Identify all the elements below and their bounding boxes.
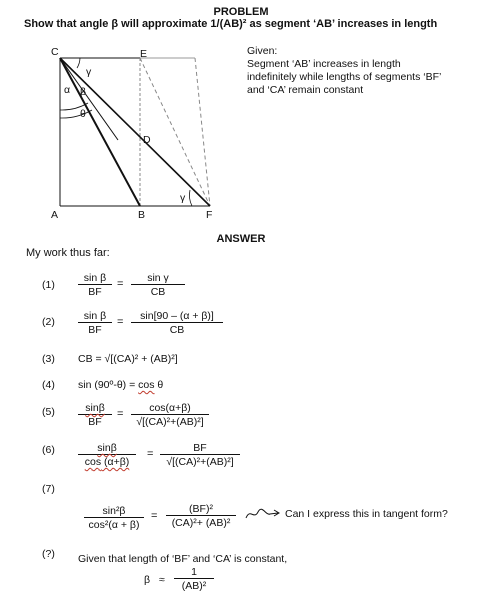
point-c-label: C (51, 46, 59, 58)
step-5-right-fraction: $\frac{\cos(\alpha+\beta)}{\text{√[(CA)²+(AB)²]}}$ (131, 402, 209, 428)
step-1-equals: = (117, 278, 124, 290)
step-7-question: Can I express this in tangent form? (285, 508, 448, 520)
answer-intro: My work thus far: (26, 247, 110, 259)
answer-heading: ANSWER (216, 233, 266, 245)
problem-statement: Show that angle β will approximate 1/(AB)² as segment ‘AB’ increases in length (24, 18, 438, 30)
step-6-equals: = (147, 448, 154, 460)
step-6-left-fraction: $\frac{\sin\beta}{\cos (\alpha+\beta)}$ (78, 442, 136, 468)
step-5-equals: = (117, 408, 124, 420)
step-7-label: (7) (42, 483, 55, 495)
step-2-right-fraction: $\frac{\sin[90 - (\alpha + \beta)]}{CB}$ (131, 310, 223, 336)
step-1-right-fraction: $\frac{\text{sin γ}}{CB}$ (131, 272, 185, 298)
point-d-label: D (143, 134, 151, 146)
step-6-right-fraction: $\frac{BF}{\text{√[(CA)²+(AB)²]}}$ (160, 442, 240, 468)
step-3-expression: CB = √[(CA)² + (AB)²] (78, 353, 178, 365)
angle-beta-label: β (80, 86, 87, 98)
segment-ef (140, 58, 210, 206)
squiggle-arrow-icon (244, 506, 282, 522)
point-e-label: E (140, 48, 148, 60)
point-a-label: A (51, 209, 59, 221)
step-3-label: (3) (42, 353, 55, 365)
step-1-label: (1) (42, 279, 55, 291)
arc-gamma-bottom (189, 190, 192, 206)
step-1-left-fraction: $\frac{\text{sin β}}{BF}$ (78, 272, 112, 298)
step-7-right-fraction: $\frac{\text{(BF)²}}{\text{(CA)²+ (AB)²}}$ (166, 503, 236, 529)
step-4-expression: sin (90º-θ) = cos θ (78, 379, 164, 391)
step-2-equals: = (117, 316, 124, 328)
angle-alpha-label: α (64, 84, 71, 96)
step-4-label: (4) (42, 379, 55, 391)
step-7-left-fraction: $\frac{\text{sin²β}}{\text{cos²(α + β)}}$ (84, 505, 144, 531)
segment-wf (195, 58, 210, 206)
angle-gamma-top-label: γ (86, 66, 92, 78)
given-line-2: indefinitely while lengths of segments ‘BF’ (247, 71, 442, 83)
step-final-label: (?) (42, 548, 55, 560)
step-2-left-fraction: $\frac{\text{sin β}}{BF}$ (78, 310, 112, 336)
problem-heading: PROBLEM (213, 6, 269, 18)
geometry-diagram (0, 0, 482, 230)
step-final-approx: ≈ (159, 574, 165, 586)
arc-theta (60, 110, 92, 118)
given-title: Given: (247, 45, 278, 57)
arc-gamma-top (77, 58, 80, 68)
step-7-equals: = (151, 510, 158, 522)
angle-theta-label: θ (80, 108, 86, 120)
step-6-label: (6) (42, 444, 55, 456)
step-final-fraction: $\frac{1}{\text{(AB)²}}$ (174, 566, 214, 592)
step-2-label: (2) (42, 316, 55, 328)
step-final-text: Given that length of ‘BF’ and ‘CA’ is constant, (78, 553, 288, 565)
given-line-1: Segment ‘AB’ increases in length (247, 58, 401, 70)
point-f-label: F (206, 209, 213, 221)
angle-gamma-bottom-label: γ (180, 192, 186, 204)
point-b-label: B (138, 209, 146, 221)
step-final-beta: β (144, 574, 151, 586)
step-5-left-fraction: $\frac{\sin\beta}{BF}$ (78, 402, 112, 428)
given-line-3: and ‘CA’ remain constant (247, 84, 364, 96)
step-5-label: (5) (42, 406, 55, 418)
